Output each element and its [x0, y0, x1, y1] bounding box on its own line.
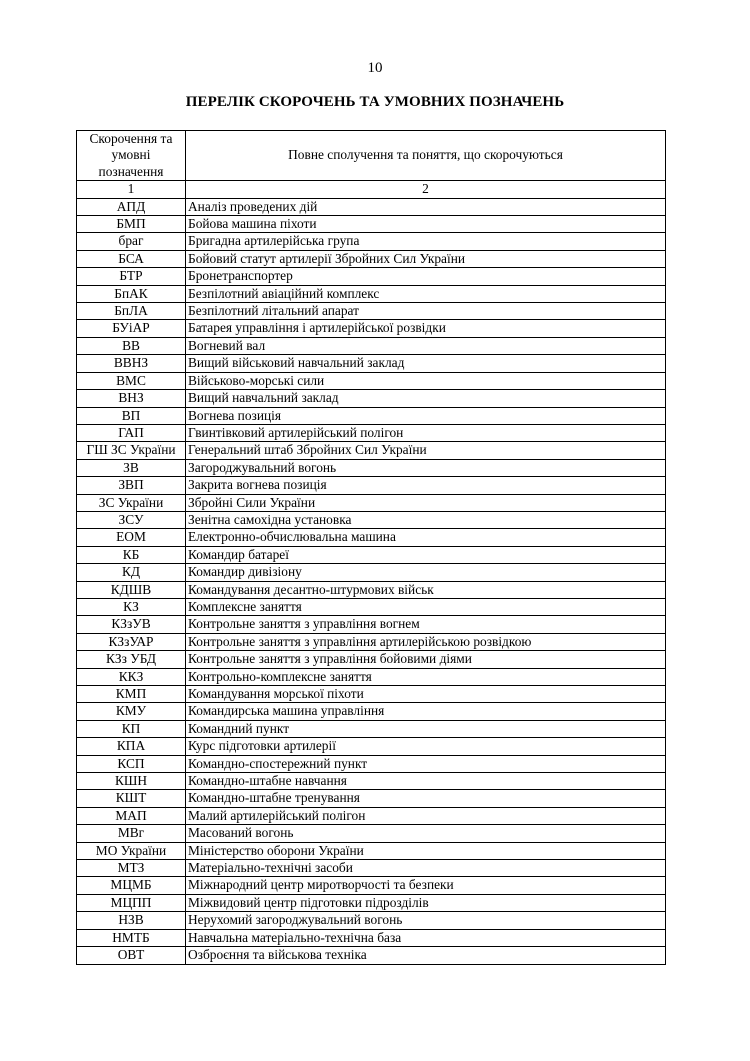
table-row [77, 686, 666, 703]
full-meaning-cell: Збройні Сили України [186, 494, 666, 511]
table-row [77, 755, 666, 772]
full-meaning-cell: Батарея управління і артилерійської розвідки [186, 320, 666, 337]
full-meaning-cell: Генеральний штаб Збройних Сил України [186, 442, 666, 459]
full-meaning-cell: Матеріально-технічні засоби [186, 860, 666, 877]
abbreviation-cell: КЗз УБД [77, 651, 186, 668]
full-meaning-cell: Безпілотний авіаційний комплекс [186, 285, 666, 302]
full-meaning-cell: Малий артилерійський полігон [186, 807, 666, 824]
abbreviation-cell: КБ [77, 546, 186, 563]
table-row [77, 511, 666, 528]
abbreviation-cell: АПД [77, 198, 186, 215]
full-meaning-cell: Електронно-обчислювальна машина [186, 529, 666, 546]
table-row [77, 424, 666, 441]
table-body [77, 198, 666, 964]
abbreviation-cell: МЦМБ [77, 877, 186, 894]
table-row [77, 303, 666, 320]
table-row [77, 268, 666, 285]
table-row [77, 598, 666, 615]
table-row [77, 477, 666, 494]
abbreviation-cell: БТР [77, 268, 186, 285]
abbreviations-table [76, 130, 666, 965]
table-row [77, 372, 666, 389]
abbreviation-cell: МО України [77, 842, 186, 859]
full-meaning-cell: Контрольне заняття з управління вогнем [186, 616, 666, 633]
full-meaning-cell: Командирська машина управління [186, 703, 666, 720]
abbreviation-cell: ВНЗ [77, 390, 186, 407]
full-meaning-cell: Бойовий статут артилерії Збройних Сил України [186, 250, 666, 267]
table-row [77, 633, 666, 650]
table-header-row [77, 131, 666, 181]
full-meaning-cell: Нерухомий загороджувальний вогонь [186, 912, 666, 929]
abbreviation-cell: ВВ [77, 337, 186, 354]
column-number-row [77, 181, 666, 198]
table-row [77, 929, 666, 946]
full-meaning-cell: Командування морської піхоти [186, 686, 666, 703]
abbreviation-cell: ЗСУ [77, 511, 186, 528]
abbreviation-cell: КД [77, 564, 186, 581]
header-abbreviation-line: умовні [111, 147, 151, 163]
table-row [77, 860, 666, 877]
full-meaning-cell: Вогневий вал [186, 337, 666, 354]
table-row [77, 807, 666, 824]
abbreviation-cell: МАП [77, 807, 186, 824]
full-meaning-cell: Зенітна самохідна установка [186, 511, 666, 528]
table-row [77, 494, 666, 511]
full-meaning-cell: Командир дивізіону [186, 564, 666, 581]
full-meaning-cell: Контрольне заняття з управління бойовими діями [186, 651, 666, 668]
table-row [77, 529, 666, 546]
full-meaning-cell: Командний пункт [186, 720, 666, 737]
abbreviation-cell: МВг [77, 825, 186, 842]
full-meaning-cell: Міністерство оборони України [186, 842, 666, 859]
table-row [77, 198, 666, 215]
full-meaning-cell: Бойова машина піхоти [186, 216, 666, 233]
full-meaning-cell: Бригадна артилерійська група [186, 233, 666, 250]
abbreviation-cell: МЦПП [77, 894, 186, 911]
table-row [77, 337, 666, 354]
column-number: 1 [77, 181, 186, 198]
full-meaning-cell: Безпілотний літальний апарат [186, 303, 666, 320]
abbreviation-cell: БУіАР [77, 320, 186, 337]
abbreviation-cell: ОВТ [77, 947, 186, 964]
table-row [77, 564, 666, 581]
full-meaning-cell: Бронетранспортер [186, 268, 666, 285]
abbreviation-cell: КПА [77, 738, 186, 755]
abbreviation-cell: БпАК [77, 285, 186, 302]
abbreviation-cell: ЗВП [77, 477, 186, 494]
full-meaning-cell: Загороджувальний вогонь [186, 459, 666, 476]
header-full-meaning: Повне сполучення та поняття, що скорочуються [186, 131, 666, 181]
full-meaning-cell: Командир батареї [186, 546, 666, 563]
full-meaning-cell: Комплексне заняття [186, 598, 666, 615]
abbreviation-cell: КЗзУАР [77, 633, 186, 650]
table-row [77, 285, 666, 302]
abbreviation-cell: ГШ ЗС України [77, 442, 186, 459]
abbreviation-cell: БпЛА [77, 303, 186, 320]
abbreviation-cell: КЗзУВ [77, 616, 186, 633]
full-meaning-cell: Навчальна матеріально-технічна база [186, 929, 666, 946]
abbreviation-cell: НМТБ [77, 929, 186, 946]
table-row [77, 773, 666, 790]
full-meaning-cell: Озброєння та військова техніка [186, 947, 666, 964]
page-number: 10 [367, 60, 383, 76]
table-row [77, 390, 666, 407]
header-abbreviation-line: Скорочення та [89, 131, 173, 146]
full-meaning-cell: Вогнева позиція [186, 407, 666, 424]
full-meaning-cell: Вищий військовий навчальний заклад [186, 355, 666, 372]
abbreviation-cell: КСП [77, 755, 186, 772]
abbreviation-cell: ЗВ [77, 459, 186, 476]
full-meaning-cell: Вищий навчальний заклад [186, 390, 666, 407]
table-row [77, 320, 666, 337]
header-abbreviation-line: позначення [98, 163, 164, 179]
abbreviation-cell: браг [77, 233, 186, 250]
abbreviation-cell: КШН [77, 773, 186, 790]
full-meaning-cell: Командно-спостережний пункт [186, 755, 666, 772]
full-meaning-cell: Контрольне заняття з управління артилерійською розвідкою [186, 633, 666, 650]
full-meaning-cell: Гвинтівковий артилерійський полігон [186, 424, 666, 441]
table-row [77, 216, 666, 233]
table-row [77, 459, 666, 476]
abbreviation-cell: КМП [77, 686, 186, 703]
abbreviation-cell: ВМС [77, 372, 186, 389]
table-row [77, 825, 666, 842]
table-row [77, 250, 666, 267]
abbreviation-cell: БСА [77, 250, 186, 267]
table-row [77, 703, 666, 720]
table-row [77, 355, 666, 372]
table-row [77, 912, 666, 929]
table-row [77, 616, 666, 633]
abbreviation-cell: ККЗ [77, 668, 186, 685]
table-row [77, 442, 666, 459]
full-meaning-cell: Міжнародний центр миротворчості та безпеки [186, 877, 666, 894]
abbreviation-cell: ВП [77, 407, 186, 424]
full-meaning-cell: Аналіз проведених дій [186, 198, 666, 215]
abbreviation-cell: НЗВ [77, 912, 186, 929]
full-meaning-cell: Командно-штабне навчання [186, 773, 666, 790]
table-row [77, 877, 666, 894]
abbreviation-cell: КП [77, 720, 186, 737]
header-abbreviation [77, 131, 186, 181]
abbreviation-cell: БМП [77, 216, 186, 233]
abbreviation-cell: ВВНЗ [77, 355, 186, 372]
full-meaning-cell: Військово-морські сили [186, 372, 666, 389]
table-row [77, 720, 666, 737]
page-title: ПЕРЕЛІК СКОРОЧЕНЬ ТА УМОВНИХ ПОЗНАЧЕНЬ [185, 94, 565, 110]
table-row [77, 651, 666, 668]
abbreviation-cell: ЕОМ [77, 529, 186, 546]
table-row [77, 894, 666, 911]
full-meaning-cell: Контрольно-комплексне заняття [186, 668, 666, 685]
full-meaning-cell: Командно-штабне тренування [186, 790, 666, 807]
full-meaning-cell: Курс підготовки артилерії [186, 738, 666, 755]
table-row [77, 407, 666, 424]
table-row [77, 947, 666, 964]
table-row [77, 842, 666, 859]
full-meaning-cell: Міжвидовий центр підготовки підрозділів [186, 894, 666, 911]
full-meaning-cell: Командування десантно-штурмових військ [186, 581, 666, 598]
abbreviation-cell: МТЗ [77, 860, 186, 877]
table-row [77, 581, 666, 598]
abbreviation-cell: КШТ [77, 790, 186, 807]
abbreviation-cell: ЗС України [77, 494, 186, 511]
table-row [77, 233, 666, 250]
full-meaning-cell: Масований вогонь [186, 825, 666, 842]
abbreviation-cell: КМУ [77, 703, 186, 720]
abbreviation-cell: КЗ [77, 598, 186, 615]
table-row [77, 546, 666, 563]
full-meaning-cell: Закрита вогнева позиція [186, 477, 666, 494]
abbreviation-cell: КДШВ [77, 581, 186, 598]
table-row [77, 738, 666, 755]
table-row [77, 790, 666, 807]
abbreviation-cell: ГАП [77, 424, 186, 441]
column-number: 2 [186, 181, 666, 198]
table-row [77, 668, 666, 685]
